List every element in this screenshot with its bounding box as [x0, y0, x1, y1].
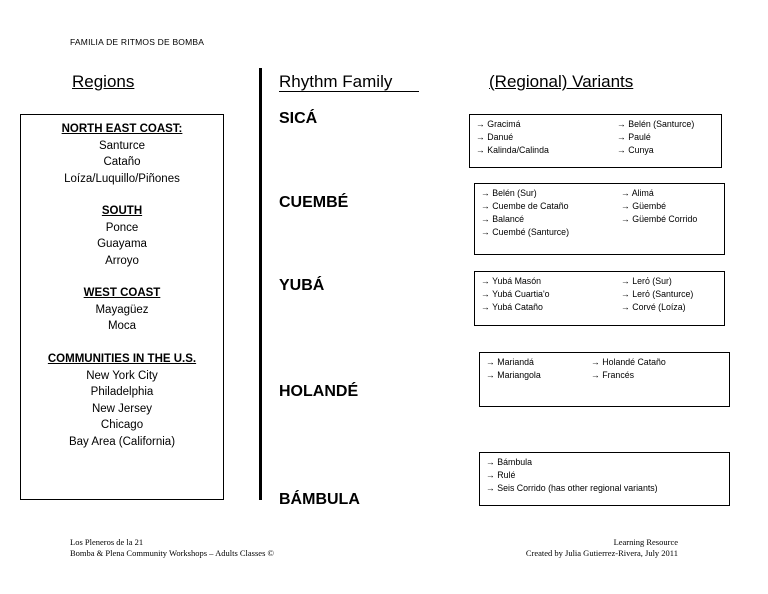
variants-box-holande [479, 352, 730, 407]
region-place: Arroyo [105, 254, 139, 267]
variant-item: → Balancé [481, 214, 525, 224]
footer-resource: Learning Resource [613, 537, 678, 547]
region-group-west-coast [21, 285, 223, 335]
variant-item: → Belén (Santurce) [617, 119, 695, 129]
family-name-yuba: YUBÁ [279, 277, 325, 294]
variant-item: → Francés [591, 370, 635, 380]
variant-item: → Lerό (Santurce) [621, 289, 694, 299]
region-group-us-communities [21, 351, 223, 451]
variant-item: → Cuembe de Cataño [481, 201, 569, 211]
variant-item: → Danué [476, 132, 514, 142]
footer-org: Los Pleneros de la 21 [70, 537, 144, 547]
region-place: New Jersey [91, 402, 153, 415]
variant-item: → Güembé [621, 201, 666, 211]
variant-item: → Kalinda/Calinda [476, 145, 549, 155]
variant-item: → Bámbula [486, 457, 532, 467]
variant-item: → Yubá Cuartia'o [481, 289, 550, 299]
region-group-north-east [21, 121, 223, 187]
region-place: New York City [86, 369, 158, 382]
region-title: WEST COAST [83, 287, 161, 299]
variant-item: → Rulé [486, 470, 516, 480]
region-title: NORTH EAST COAST: [61, 123, 183, 135]
variant-item: → Cunya [617, 145, 654, 155]
region-place: Guayama [97, 238, 147, 251]
column-divider [259, 68, 262, 500]
region-place: Ponce [105, 221, 139, 234]
variant-item: → Lerό (Sur) [621, 276, 672, 286]
rhythm-family-header: Rhythm Family [279, 72, 393, 91]
family-name-cuembe: CUEMBÉ [279, 194, 349, 211]
variants-header: (Regional) Variants [489, 72, 634, 91]
family-name-bambula: BÁMBULA [279, 491, 360, 508]
variants-box-yuba [474, 271, 725, 326]
region-place: Mayagüez [95, 303, 149, 316]
footer-workshops: Bomba & Plena Community Workshops – Adults Classes © [70, 548, 274, 558]
family-name-holande: HOLANDÉ [279, 383, 359, 400]
variant-item: → Cuembé (Santurce) [481, 227, 570, 237]
region-place: Cataño [103, 156, 141, 169]
rhythm-family-underline [279, 91, 419, 92]
region-title: COMMUNITIES IN THE U.S. [47, 353, 197, 365]
variant-item: → Holandé Cataño [591, 357, 666, 367]
variant-item: → Mariangola [486, 370, 541, 380]
variant-item: → Paulé [617, 132, 651, 142]
family-name-sica: SICÁ [279, 110, 318, 127]
variant-item: → Corvé (Loíza) [621, 302, 686, 312]
region-title: SOUTH [101, 205, 143, 217]
footer-credit: Created by Julia Gutierrez-Rivera, July 2011 [525, 548, 678, 558]
region-place: Moca [107, 320, 137, 333]
variant-item: → Belén (Sur) [481, 188, 537, 198]
regions-header: Regions [72, 72, 135, 91]
regions-box [20, 114, 224, 500]
region-place: Chicago [100, 419, 144, 432]
variants-box-sica [469, 114, 722, 168]
variants-box-bambula [479, 452, 730, 506]
variant-item: → Mariandá [486, 357, 534, 367]
footer-right [526, 537, 678, 559]
variants-box-cuembe [474, 183, 725, 255]
region-place: Bay Area (California) [68, 435, 176, 448]
variant-item: → Alimá [621, 188, 654, 198]
variant-item: → Yubá Masón [481, 276, 541, 286]
footer-left [70, 537, 274, 559]
region-group-south [21, 203, 223, 269]
variant-item: → Gracimá [476, 119, 521, 129]
region-place: Philadelphia [90, 386, 154, 399]
region-place: Loíza/Luquillo/Piñones [64, 172, 180, 185]
region-place: Santurce [98, 139, 146, 152]
variant-item: → Yubá Cataño [481, 302, 543, 312]
variant-item: → Güembé Corrido [621, 214, 698, 224]
variant-item: → Seis Corrido (has other regional variants) [486, 483, 658, 493]
page-title: FAMILIA DE RITMOS DE BOMBA [70, 37, 205, 47]
